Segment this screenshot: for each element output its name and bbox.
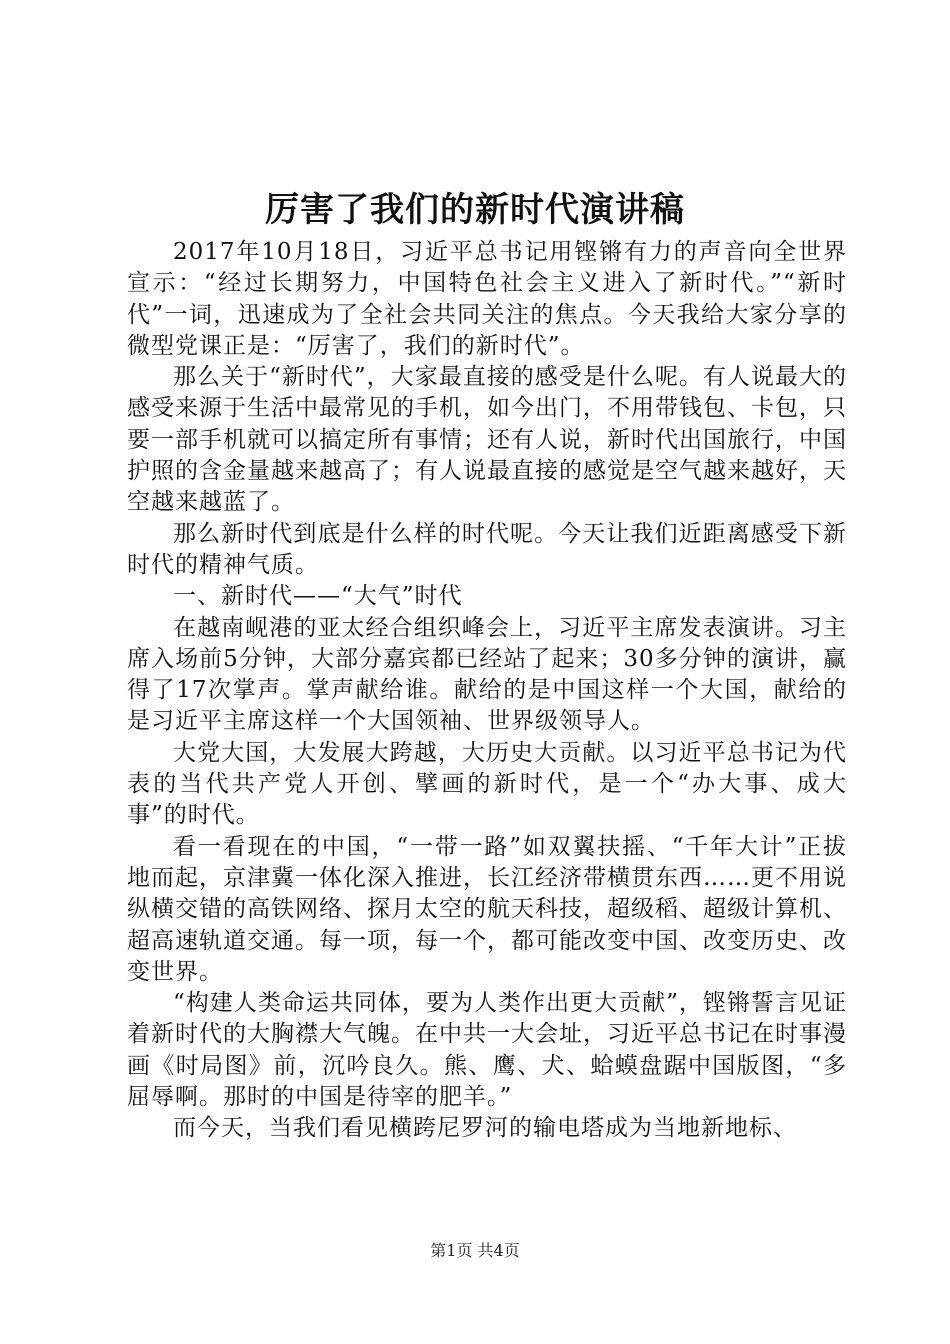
paragraph-question: 那么新时代到底是什么样的时代呢。今天让我们近距离感受下新时代的精神气质。	[127, 520, 847, 578]
paragraph-apec: 在越南岘港的亚太经合组织峰会上，习近平主席发表演讲。习主席入场前5分钟，大部分嘉宾都已经站了起来；30多分钟的演讲，赢得了17次掌声。掌声献给谁。献给的是中国这样一个大国，献给的是习近平主席这样一个大国领袖、世界级领导人。	[127, 614, 847, 735]
page-number: 第1页 共4页	[430, 1241, 520, 1260]
section-heading: 一、新时代——“大气”时代	[173, 583, 463, 610]
document-title: 厉害了我们的新时代演讲稿	[265, 190, 685, 230]
paragraph-projects: 看一看现在的中国，“一带一路”如双翼扶摇、“千年大计”正拔地而起，京津冀一体化深入推进，长江经济带横贯东西……更不用说纵横交错的高铁网络、探月太空的航天科技，超级稻、超级计算机、超高速轨道交通。每一项，每一个，都可能改变中国、改变历史、改变世界。	[127, 833, 847, 985]
paragraph-intro: 2017年10月18日，习近平总书记用铿锵有力的声音向全世界宣示：“经过长期努力，中国特色社会主义进入了新时代。”“新时代”一词，迅速成为了全社会共同关注的焦点。今天我给大家分享的微型党课正是：“厉害了，我们的新时代”。	[127, 239, 847, 359]
paragraph-today: 而今天，当我们看见横跨尼罗河的输电塔成为当地新地标、	[173, 1115, 797, 1142]
document-body	[127, 237, 847, 1145]
paragraph-big-party: 大党大国，大发展大跨越，大历史大贡献。以习近平总书记为代表的当代共产党人开创、擘画的新时代，是一个“办大事、成大事”的时代。	[127, 739, 847, 829]
paragraph-community: “构建人类命运共同体，要为人类作出更大贡献”，铿锵誓言见证着新时代的大胸襟大气魄。在中共一大会址，习近平总书记在时事漫画《时局图》前，沉吟良久。熊、鹰、犬、蛤蟆盘踞中国版图，“多屈辱啊。那时的中国是待宰的肥羊。”	[127, 990, 847, 1111]
paragraph-feelings: 那么关于“新时代”，大家最直接的感受是什么呢。有人说最大的感受来源于生活中最常见的手机，如今出门，不用带钱包、卡包，只要一部手机就可以搞定所有事情；还有人说，新时代出国旅行，中国护照的含金量越来越高了；有人说最直接的感觉是空气越来越好，天空越来越蓝了。	[127, 364, 847, 516]
